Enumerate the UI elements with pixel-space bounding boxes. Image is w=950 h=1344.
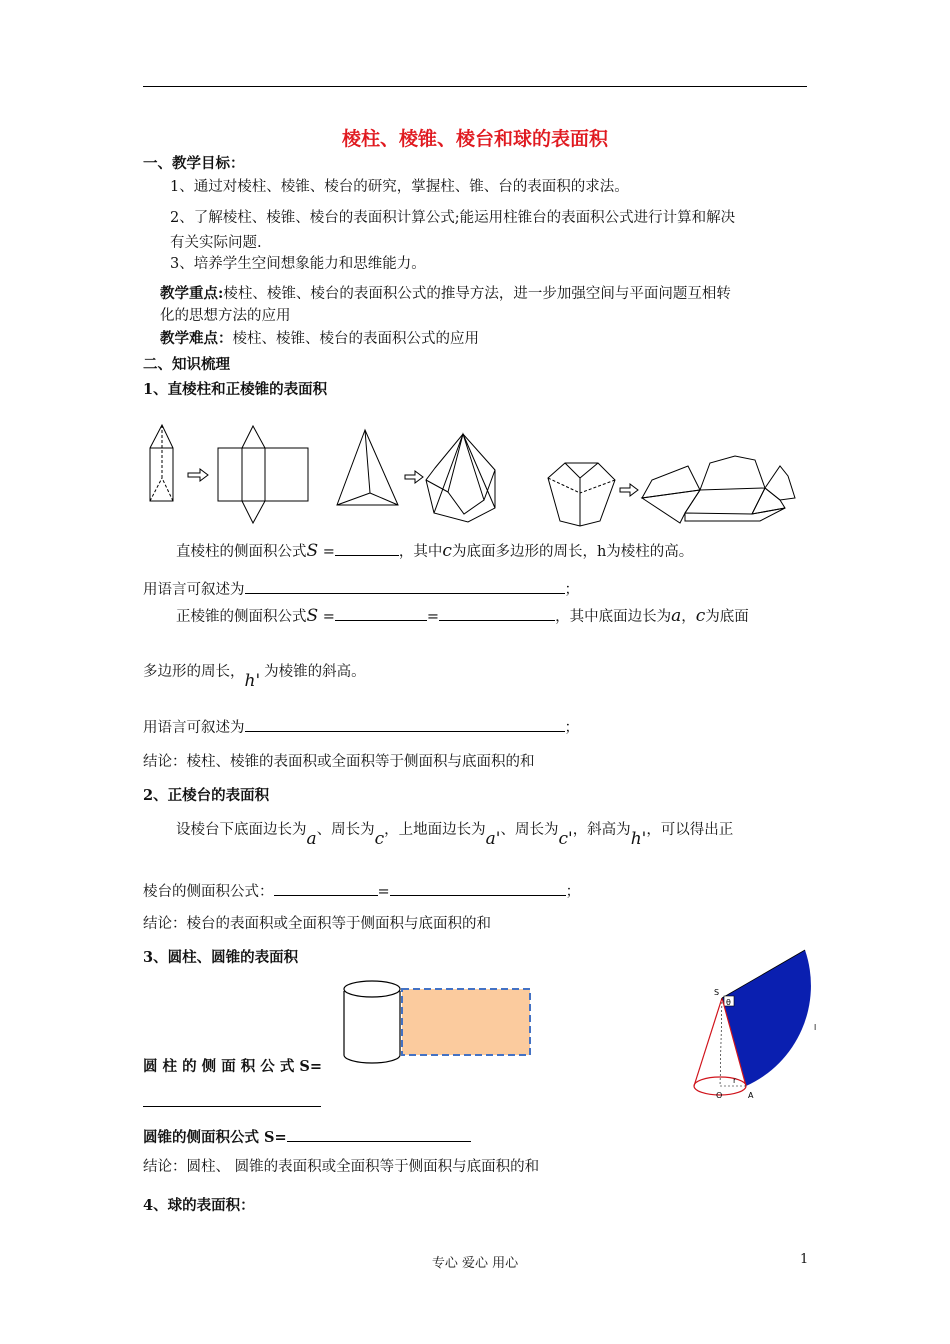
section2-heading: 二、知识梳理: [143, 356, 230, 373]
arrow-icon-3: [620, 484, 638, 496]
frus-5: ，可以得出正: [646, 822, 734, 838]
frus-1: 、周长为: [316, 822, 375, 838]
cone-sector-figure: [688, 948, 823, 1103]
frus-line2: 棱台的侧面积公式：: [143, 884, 274, 900]
pyr-label: 正棱锥的侧面积公式: [176, 609, 307, 625]
theta-label: θ: [726, 998, 731, 1007]
goal-2b: 有关实际问题.: [170, 235, 262, 251]
frus-a-var: a: [306, 829, 317, 849]
frus-3: 、周长为: [500, 822, 559, 838]
prism-formula-label: 直棱柱的侧面积公式: [176, 544, 307, 560]
pyr-a-var: a: [671, 606, 682, 626]
prism-net: [218, 426, 308, 523]
pyr-post: ，其中底面边长为: [555, 609, 672, 625]
lang-line-1: [143, 578, 579, 599]
frus-c-var: c: [374, 829, 385, 849]
slant-label: l: [814, 1023, 817, 1032]
frustum-formula: [143, 880, 580, 901]
subsection-2: 2、正棱台的表面积: [143, 787, 270, 804]
pyr-c-var: c: [695, 606, 706, 626]
lang1-label: 用语言可叙述为: [143, 582, 245, 598]
key-point: [160, 282, 731, 303]
prism-blank[interactable]: [335, 541, 399, 556]
frus-blank-1[interactable]: [274, 881, 378, 896]
prism-post: ，其中: [398, 544, 443, 560]
key-label: 教学重点:: [160, 285, 224, 302]
arrow-icon-1: [188, 469, 208, 481]
point-a-label: A: [748, 1091, 754, 1100]
frustum-figure: [548, 463, 615, 526]
goal-2a: 2、了解棱柱、棱锥、棱台的表面积计算公式;能运用柱锥台的表面积公式进行计算和解决: [170, 210, 736, 226]
frus-a2-var: a': [485, 829, 501, 849]
frus-h-var: h': [630, 829, 647, 849]
frus-eq: =: [377, 884, 390, 900]
key-text-b: 化的思想方法的应用: [160, 308, 291, 324]
pyr-h-var: h': [244, 671, 261, 691]
footer-motto: 专心 爱心 用心: [431, 1256, 519, 1271]
prism-pyramid-figures: [140, 418, 800, 538]
frustum-text: [176, 818, 734, 849]
frus-4: ，斜高为: [572, 822, 631, 838]
pyr-comma: ，: [681, 609, 696, 625]
lang2-semicolon: ；: [564, 720, 579, 736]
header-rule: [143, 86, 807, 87]
pyr-s-var: S: [306, 606, 319, 626]
prism-figure: [150, 425, 173, 501]
key-text-a: 棱柱、棱锥、棱台的表面积公式的推导方法，进一步加强空间与平面问题互相转: [223, 286, 731, 302]
pyr-eq2: =: [426, 609, 440, 625]
difficulty: [160, 327, 479, 348]
goal-1: 1、通过对棱柱、棱锥、棱台的研究，掌握柱、锥、台的表面积的求法。: [170, 179, 629, 195]
prism-tail: 为底面多边形的周长，h为棱柱的高。: [451, 544, 694, 560]
apex-label: S: [714, 988, 720, 997]
diff-text: 棱柱、棱锥、棱台的表面积公式的应用: [232, 331, 479, 347]
cylinder-blank[interactable]: [143, 1092, 321, 1107]
pyramid-figure: [337, 430, 398, 505]
frus-c2-var: c': [558, 829, 573, 849]
page-number: 1: [800, 1252, 809, 1267]
frustum-net: [642, 456, 795, 523]
frus-2: ，上地面边长为: [384, 822, 486, 838]
pyr-blank-2[interactable]: [439, 606, 555, 621]
subsection-1: 1、直棱柱和正棱锥的表面积: [143, 381, 328, 398]
pyr-tail: 为底面: [705, 609, 749, 625]
cone-label: 圆锥的侧面积公式 S=: [143, 1129, 287, 1146]
arrow-icon-2: [405, 471, 423, 483]
pyramid-line2: [143, 660, 366, 691]
center-label: O: [716, 1091, 723, 1100]
cylinder-formula: 圆 柱 的 侧 面 积 公 式 S=: [143, 1058, 323, 1075]
conclusion-1: 结论：棱柱、棱锥的表面积或全面积等于侧面积与底面积的和: [143, 754, 535, 770]
pyr-line2-text: 多边形的周长，: [143, 664, 245, 680]
cylinder-body: [344, 991, 400, 1063]
prism-s-var: S: [306, 541, 319, 561]
radius-label: r: [733, 1076, 737, 1085]
pyr-eq: =: [318, 609, 335, 625]
cone-blank[interactable]: [287, 1127, 471, 1142]
pyr-blank-1[interactable]: [335, 606, 427, 621]
frus-pre: 设棱台下底面边长为: [176, 822, 307, 838]
prism-eq: =: [318, 544, 335, 560]
subsection-4: 4、球的表面积：: [143, 1197, 255, 1214]
diff-label: 教学难点：: [160, 330, 233, 347]
cone-sector: [722, 950, 811, 1086]
cylinder-net-rect: [402, 989, 530, 1055]
lang1-blank[interactable]: [245, 579, 565, 594]
cylinder-figure: [340, 975, 540, 1070]
prism-formula: [176, 540, 693, 561]
cylinder-top: [344, 981, 400, 997]
frus-semicolon: ；: [565, 884, 581, 900]
cone-formula: [143, 1126, 471, 1147]
frus-blank-2[interactable]: [390, 881, 566, 896]
subsection-3: 3、圆柱、圆锥的表面积: [143, 949, 299, 966]
lang-line-2: [143, 716, 579, 737]
goal-3: 3、培养学生空间想象能力和思维能力。: [170, 256, 426, 272]
conclusion-2: 结论：棱台的表面积或全面积等于侧面积与底面积的和: [143, 916, 491, 932]
pyramid-net: [426, 434, 495, 522]
pyramid-formula: [176, 605, 749, 626]
lang1-semicolon: ；: [564, 582, 579, 598]
page-title: 棱柱、棱锥、棱台和球的表面积: [341, 128, 608, 150]
lang2-label: 用语言可叙述为: [143, 720, 245, 736]
section1-heading: 一、教学目标：: [143, 155, 245, 172]
prism-c-var: c: [442, 541, 452, 561]
pyr-line2-tail: 为棱锥的斜高。: [264, 664, 366, 680]
conclusion-3: 结论：圆柱、 圆锥的表面积或全面积等于侧面积与底面积的和: [143, 1159, 540, 1175]
lang2-blank[interactable]: [245, 717, 565, 732]
